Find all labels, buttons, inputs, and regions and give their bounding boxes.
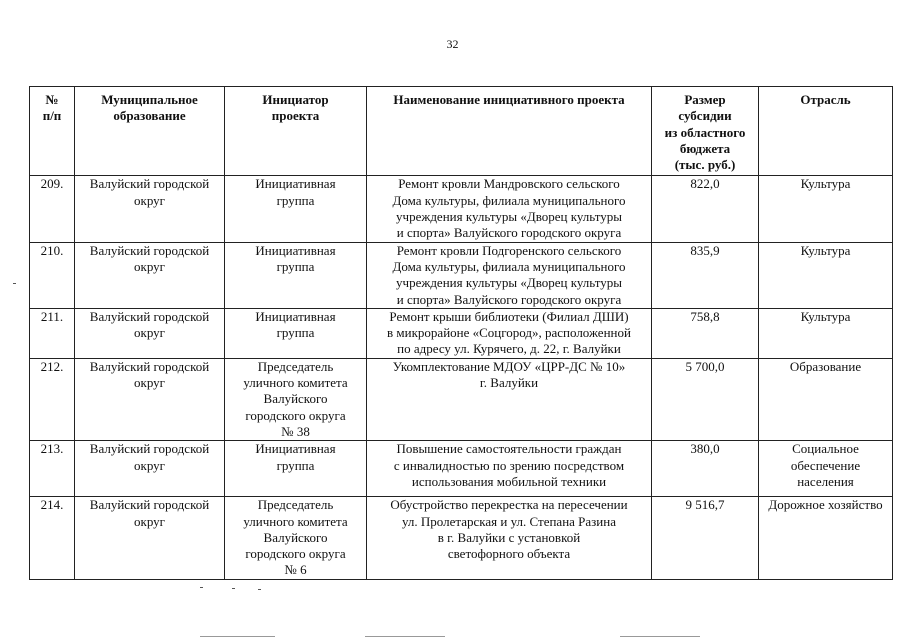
header-project — [367, 87, 652, 176]
initiator-cell-line: Валуйского — [263, 391, 328, 407]
project-name-cell-line: Ремонт кровли Подгоренского сельского — [396, 242, 622, 258]
municipality-cell-line: округ — [134, 258, 165, 274]
project-name-cell-line: г. Валуйки — [479, 375, 539, 391]
municipality-cell — [75, 441, 225, 497]
project-name-cell-line: по адресу ул. Курячего, д. 22, г. Валуйки — [397, 341, 621, 357]
municipality-cell-line: округ — [134, 325, 165, 341]
subsidy-cell: 822,0 — [652, 176, 759, 242]
initiator-cell-line: уличного комитета — [243, 513, 348, 529]
sector-cell-line: Образование — [789, 358, 862, 374]
initiator-cell-line: Председатель — [257, 497, 334, 513]
header-initiator — [225, 87, 367, 176]
initiator-cell-line: городского округа — [245, 407, 346, 423]
municipality-cell-line: Валуйский городской — [89, 441, 210, 457]
header-line: Отрасль — [800, 92, 851, 107]
row-number: 213. — [30, 441, 75, 497]
header-line: Муниципальное — [101, 92, 198, 107]
project-name-cell-line: и спорта» Валуйского городского округа — [396, 291, 622, 307]
row-number: 211. — [30, 308, 75, 358]
sector-cell — [759, 176, 893, 242]
project-name-cell-line: Повышение самостоятельности граждан — [396, 441, 622, 457]
project-name-cell — [367, 176, 652, 242]
scan-speck — [200, 587, 203, 588]
project-name-cell — [367, 358, 652, 440]
initiator-cell — [225, 358, 367, 440]
project-name-cell — [367, 441, 652, 497]
initiator-cell-line: группа — [276, 258, 315, 274]
sector-cell-line: Культура — [800, 176, 851, 192]
header-sector — [759, 87, 893, 176]
project-name-cell-line: Ремонт крыши библиотеки (Филиал ДШИ) — [389, 308, 629, 324]
initiator-cell-line: Инициативная — [255, 242, 336, 258]
header-line: № — [45, 92, 59, 107]
municipality-cell-line: Валуйский городской — [89, 242, 210, 258]
project-name-cell-line: учреждения культуры «Дворец культуры — [396, 209, 622, 225]
sector-cell — [759, 441, 893, 497]
row-number: 209. — [30, 176, 75, 242]
project-name-cell-line: в г. Валуйки с установкой — [437, 529, 581, 545]
initiator-cell — [225, 441, 367, 497]
project-name-cell-line: ул. Пролетарская и ул. Степана Разина — [402, 513, 616, 529]
project-name-cell-line: Обустройство перекрестка на пересечении — [390, 497, 628, 513]
initiator-cell-line: Инициативная — [255, 308, 336, 324]
municipality-cell-line: Валуйский городской — [89, 176, 210, 192]
project-name-cell-line: с инвалидностью по зрению посредством — [393, 457, 625, 473]
subsidy-cell: 380,0 — [652, 441, 759, 497]
scan-mark — [200, 636, 275, 637]
table-header-row — [30, 87, 893, 176]
project-name-cell-line: Укомплектование МДОУ «ЦРР-ДС № 10» — [392, 358, 626, 374]
scan-speck — [258, 589, 261, 590]
initiator-cell-line: Валуйского — [263, 529, 328, 545]
header-num — [30, 87, 75, 176]
project-name-cell-line: светофорного объекта — [447, 546, 571, 562]
scan-mark — [365, 636, 445, 637]
initiator-cell — [225, 497, 367, 579]
initiator-cell-line: № 38 — [281, 423, 310, 439]
header-line: из областного — [664, 124, 746, 140]
table-row — [30, 497, 893, 579]
sector-cell — [759, 497, 893, 579]
sector-cell-line: Культура — [800, 308, 851, 324]
municipality-cell — [75, 358, 225, 440]
project-name-cell — [367, 308, 652, 358]
sector-cell-line: населения — [797, 473, 854, 489]
sector-cell — [759, 242, 893, 308]
header-line: проекта — [271, 108, 320, 124]
initiator-cell-line: группа — [276, 325, 315, 341]
municipality-cell — [75, 497, 225, 579]
initiator-cell-line: Инициативная — [255, 176, 336, 192]
project-name-cell-line: Дома культуры, филиала муниципального — [392, 258, 626, 274]
header-line: Размер — [684, 92, 726, 107]
project-name-cell-line: в микрорайоне «Соцгород», расположенной — [387, 325, 631, 341]
sector-cell-line: Дорожное хозяйство — [768, 497, 883, 513]
header-line: Наименование инициативного проекта — [393, 92, 625, 107]
row-number: 214. — [30, 497, 75, 579]
project-name-cell-line: Ремонт кровли Мандровского сельского — [398, 176, 620, 192]
header-subsidy — [652, 87, 759, 176]
sector-cell — [759, 358, 893, 440]
table-row — [30, 441, 893, 497]
initiator-cell — [225, 308, 367, 358]
municipality-cell — [75, 308, 225, 358]
project-name-cell — [367, 497, 652, 579]
municipality-cell-line: округ — [134, 513, 165, 529]
municipality-cell — [75, 176, 225, 242]
table-row — [30, 358, 893, 440]
initiator-cell-line: городского округа — [245, 546, 346, 562]
table-body — [30, 176, 893, 579]
sector-cell-line: Культура — [800, 242, 851, 258]
projects-table — [29, 86, 893, 580]
page-number: 32 — [446, 37, 459, 51]
municipality-cell-line: округ — [134, 192, 165, 208]
project-name-cell-line: использования мобильной техники — [411, 473, 607, 489]
scan-speck — [13, 283, 16, 284]
subsidy-cell: 5 700,0 — [652, 358, 759, 440]
header-line: субсидии — [678, 108, 732, 124]
header-line: п/п — [42, 108, 62, 124]
header-line: образование — [113, 108, 186, 124]
initiator-cell-line: группа — [276, 457, 315, 473]
subsidy-cell: 835,9 — [652, 242, 759, 308]
table-row — [30, 242, 893, 308]
project-name-cell-line: учреждения культуры «Дворец культуры — [396, 275, 622, 291]
header-line: Инициатор — [262, 92, 329, 107]
initiator-cell-line: № 6 — [284, 562, 307, 578]
table-row — [30, 176, 893, 242]
sector-cell-line: обеспечение — [790, 457, 861, 473]
sector-cell-line: Социальное — [792, 441, 859, 457]
row-number: 210. — [30, 242, 75, 308]
municipality-cell-line: округ — [134, 457, 165, 473]
project-name-cell-line: и спорта» Валуйского городского округа — [396, 225, 622, 241]
project-name-cell — [367, 242, 652, 308]
initiator-cell-line: уличного комитета — [243, 375, 348, 391]
header-line: бюджета — [679, 140, 731, 156]
municipality-cell-line: округ — [134, 375, 165, 391]
initiator-cell — [225, 176, 367, 242]
municipality-cell — [75, 242, 225, 308]
subsidy-cell: 9 516,7 — [652, 497, 759, 579]
project-name-cell-line: Дома культуры, филиала муниципального — [392, 192, 626, 208]
municipality-cell-line: Валуйский городской — [89, 308, 210, 324]
header-line: (тыс. руб.) — [674, 157, 736, 173]
initiator-cell-line: Инициативная — [255, 441, 336, 457]
municipality-cell-line: Валуйский городской — [89, 497, 210, 513]
sector-cell — [759, 308, 893, 358]
row-number: 212. — [30, 358, 75, 440]
subsidy-cell: 758,8 — [652, 308, 759, 358]
scan-mark — [620, 636, 700, 637]
scan-speck — [232, 588, 235, 589]
header-municipality — [75, 87, 225, 176]
initiator-cell-line: Председатель — [257, 358, 334, 374]
municipality-cell-line: Валуйский городской — [89, 358, 210, 374]
initiator-cell — [225, 242, 367, 308]
table-row — [30, 308, 893, 358]
initiator-cell-line: группа — [276, 192, 315, 208]
